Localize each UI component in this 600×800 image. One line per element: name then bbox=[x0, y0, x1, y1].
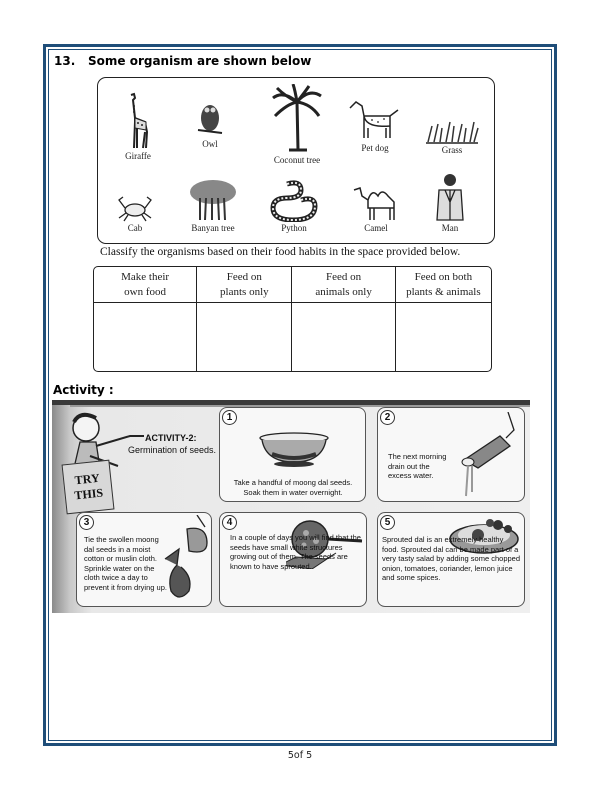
activity-step-2 bbox=[377, 407, 525, 502]
organism-banyan-tree bbox=[186, 178, 240, 233]
camel-icon bbox=[350, 184, 402, 222]
banyan-tree-icon bbox=[188, 178, 238, 222]
dog-icon bbox=[346, 98, 404, 142]
step-text: Take a handful of moong dal seeds. Soak them in water overnight. bbox=[233, 478, 353, 497]
activity-step-1 bbox=[219, 407, 366, 502]
page-number: 5of 5 bbox=[287, 750, 313, 761]
activity-illustration bbox=[52, 400, 530, 613]
organism-coconut-tree bbox=[266, 84, 328, 165]
column-header-carnivores: Feed on animals only bbox=[292, 267, 395, 303]
step-number: 5 bbox=[380, 515, 395, 530]
step-number: 1 bbox=[222, 410, 237, 425]
organism-grass bbox=[424, 120, 480, 155]
step-text: In a couple of days you will find that the seeds have small white structures growing out of them. The seeds are known to have sprouted. bbox=[230, 533, 361, 571]
organism-python bbox=[266, 180, 322, 233]
organism-camel bbox=[348, 184, 404, 233]
answer-cell-carnivores[interactable] bbox=[292, 303, 395, 371]
organism-giraffe bbox=[116, 92, 160, 161]
bowl-icon bbox=[258, 432, 330, 468]
step-text: The next morning drain out the excess water. bbox=[388, 452, 447, 480]
activity-step-3 bbox=[76, 512, 212, 607]
activity-subtitle: Germination of seeds. bbox=[128, 445, 217, 455]
activity-step-4 bbox=[219, 512, 367, 607]
activity-heading: Activity : bbox=[53, 383, 114, 397]
organism-label: Coconut tree bbox=[273, 155, 321, 165]
owl-icon bbox=[196, 100, 224, 138]
grass-icon bbox=[424, 120, 480, 144]
question-number: 13. bbox=[54, 54, 76, 68]
organism-pet-dog bbox=[344, 98, 406, 153]
step-number: 4 bbox=[222, 515, 237, 530]
answer-cell-omnivores[interactable] bbox=[396, 303, 491, 371]
organism-label: Camel bbox=[364, 223, 388, 233]
column-header-producers: Make their own food bbox=[94, 267, 197, 303]
column-header-herbivores: Feed on plants only bbox=[197, 267, 292, 303]
organism-crab bbox=[116, 194, 154, 233]
table-row bbox=[94, 303, 491, 371]
organism-label: Grass bbox=[441, 145, 463, 155]
organism-label: Giraffe bbox=[125, 151, 151, 161]
python-icon bbox=[267, 180, 321, 222]
step-number: 3 bbox=[79, 515, 94, 530]
question-title: Some organism are shown below bbox=[88, 54, 312, 68]
answer-cell-herbivores[interactable] bbox=[197, 303, 292, 371]
organism-label: Man bbox=[441, 223, 459, 233]
classification-instruction: Classify the organisms based on their food habits in the space provided below. bbox=[100, 246, 461, 258]
giraffe-icon bbox=[123, 92, 153, 150]
organism-label: Owl bbox=[202, 139, 218, 149]
answer-cell-producers[interactable] bbox=[94, 303, 197, 371]
organism-owl bbox=[190, 100, 230, 149]
organism-label: Cab bbox=[127, 223, 143, 233]
organism-label: Pet dog bbox=[361, 143, 389, 153]
crab-icon bbox=[116, 194, 154, 222]
try-this-sign: TRY THIS bbox=[62, 460, 115, 515]
organism-man bbox=[430, 172, 470, 233]
step-number: 2 bbox=[380, 410, 395, 425]
classification-table bbox=[93, 266, 492, 372]
draining-sieve-icon bbox=[456, 412, 520, 498]
organism-label: Python bbox=[281, 223, 307, 233]
activity-step-5 bbox=[377, 512, 525, 607]
step-text: Sprouted dal is an extremely healthy food. Sprouted dal can be made part of a very tasty salad by adding some chopped onion, tomatoes, coriander, lemon juice and some spices. bbox=[382, 535, 520, 582]
activity-title: ACTIVITY-2: bbox=[145, 433, 197, 443]
coconut-tree-icon bbox=[269, 84, 325, 154]
step-text: Tie the swollen moong dal seeds in a moist cotton or muslin cloth. Sprinkle water on the cloth twice a day to prevent it from drying up. bbox=[84, 535, 167, 592]
column-header-omnivores: Feed on both plants & animals bbox=[396, 267, 491, 303]
organism-label: Banyan tree bbox=[191, 223, 235, 233]
organisms-illustration-box bbox=[97, 77, 495, 244]
man-icon bbox=[433, 172, 467, 222]
